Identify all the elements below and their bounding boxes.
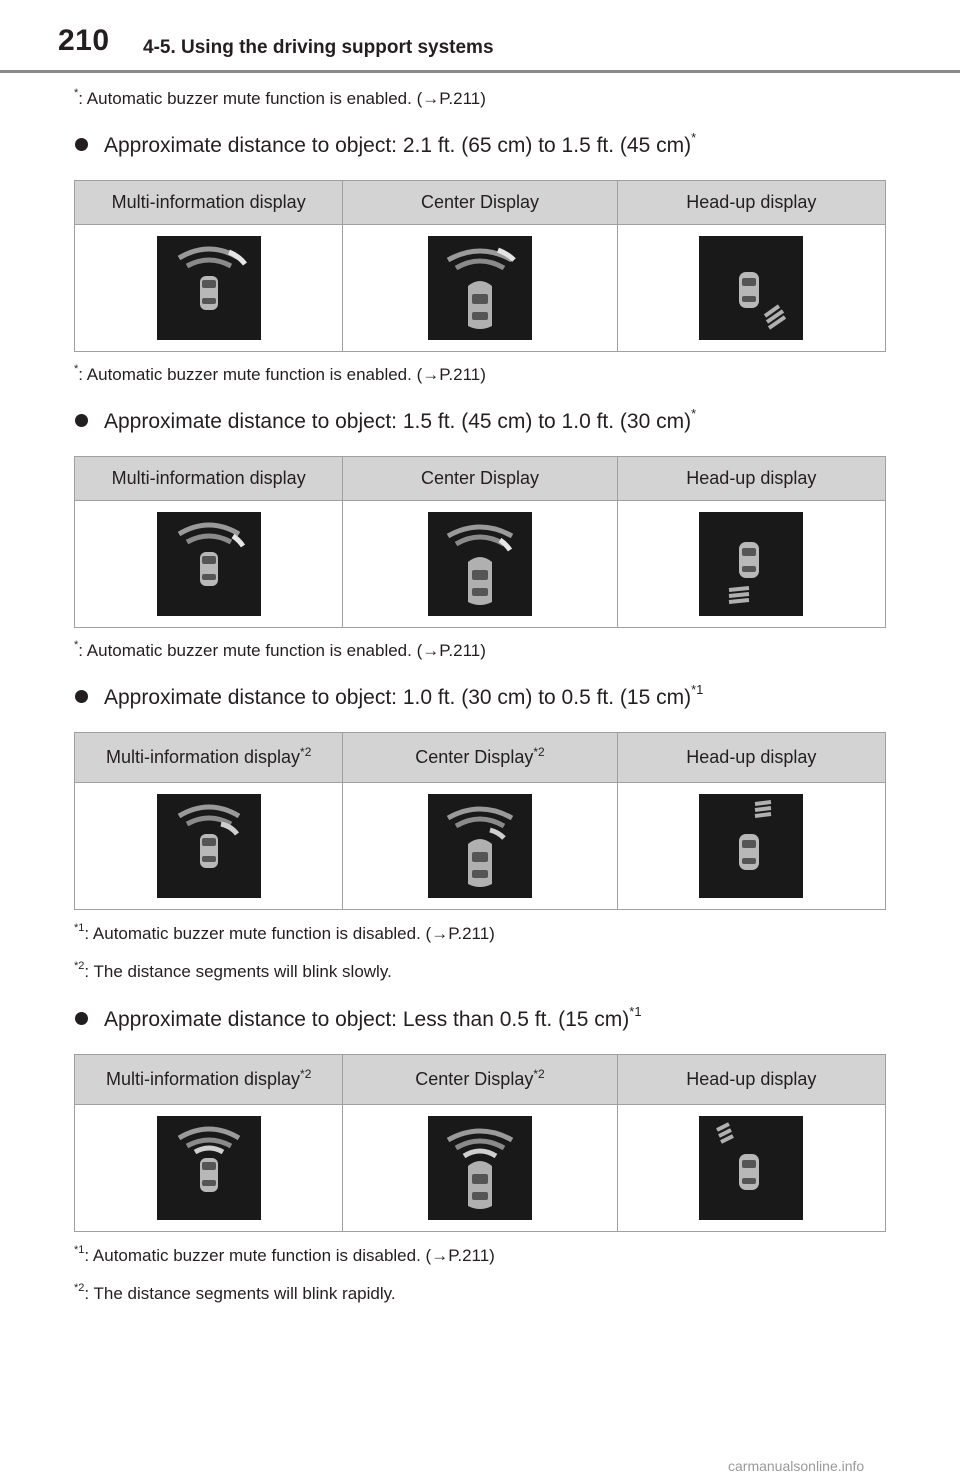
- page-ref-link[interactable]: P.211): [439, 89, 486, 108]
- cell-center: [343, 225, 617, 352]
- col-header-multi: Multi-information display$^{*2}$: [75, 1055, 343, 1105]
- section-4-heading: Approximate distance to object: Less than 0.5 ft. (15 cm)$^{*1}$: [75, 1008, 642, 1032]
- section-3-footnote-2: $^{*2}$: The distance segments will blink slowly.: [74, 960, 392, 981]
- watermark: carmanualsonline.info: [728, 1458, 865, 1474]
- section-3-heading: Approximate distance to object: 1.0 ft. (30 cm) to 0.5 ft. (15 cm)$^{*1}$: [75, 686, 703, 710]
- cell-hud: [617, 783, 885, 910]
- page-ref-link[interactable]: P.211): [439, 641, 486, 660]
- cell-multi: [75, 1105, 343, 1232]
- heading-text: Approximate distance to object: 2.1 ft. (65 cm) to 1.5 ft. (45 cm): [104, 134, 692, 157]
- center-sensor-icon: [428, 1116, 532, 1220]
- mid-sensor-icon: [157, 794, 261, 898]
- cell-hud: [617, 225, 885, 352]
- section-1-footnote: *: Automatic buzzer mute function is enabled. (→P.211): [74, 363, 486, 384]
- center-sensor-icon: [428, 512, 532, 616]
- mid-sensor-icon: [157, 512, 261, 616]
- page-number: 210: [58, 24, 110, 57]
- cell-multi: [75, 783, 343, 910]
- cell-center: [343, 783, 617, 910]
- section-2-footnote: *: Automatic buzzer mute function is enabled. (→P.211): [74, 639, 486, 660]
- section-title: 4-5. Using the driving support systems: [143, 37, 494, 58]
- section-1-heading: [75, 130, 697, 158]
- page-header: [0, 0, 960, 76]
- hud-sensor-icon: [699, 794, 803, 898]
- heading-mark: *: [691, 130, 697, 145]
- mid-sensor-icon: [157, 1116, 261, 1220]
- section-2-heading: Approximate distance to object: 1.5 ft. (45 cm) to 1.0 ft. (30 cm)*: [75, 410, 696, 434]
- col-header-multi: Multi-information display$^{*2}$: [75, 733, 343, 783]
- bullet-icon: [75, 690, 88, 703]
- col-header-center: Center Display$^{*2}$: [343, 1055, 617, 1105]
- section-4-table: [74, 1054, 886, 1232]
- hud-sensor-icon: [699, 236, 803, 340]
- section-3-table: [74, 732, 886, 910]
- hud-sensor-icon: [699, 512, 803, 616]
- col-header-center: Center Display$^{*2}$: [343, 733, 617, 783]
- footnote-mark: *: [74, 87, 79, 99]
- col-header-center: Center Display: [343, 457, 617, 501]
- section-4-footnote-2: $^{*2}$: The distance segments will blink rapidly.: [74, 1282, 396, 1303]
- section-4-footnote-1: $^{*1}$: Automatic buzzer mute function is disabled. (→P.211): [74, 1244, 495, 1265]
- section-1-table: [74, 180, 886, 352]
- arrow-glyph: →: [422, 89, 440, 108]
- bullet-icon: [75, 414, 88, 427]
- cell-center: [343, 501, 617, 628]
- col-header-center: Center Display: [343, 181, 617, 225]
- mid-sensor-icon: [157, 236, 261, 340]
- cell-hud: [617, 501, 885, 628]
- col-header-multi: Multi-information display: [75, 457, 343, 501]
- cell-multi: [75, 501, 343, 628]
- bullet-icon: [75, 1012, 88, 1025]
- hud-sensor-icon: [699, 1116, 803, 1220]
- col-header-hud: Head-up display: [617, 181, 885, 225]
- page-ref-link[interactable]: P.211): [448, 1246, 495, 1265]
- col-header-hud: Head-up display: [617, 1055, 885, 1105]
- top-footnote: [74, 89, 486, 109]
- center-sensor-icon: [428, 236, 532, 340]
- footnote-text: : Automatic buzzer mute function is enabled. (: [78, 89, 423, 108]
- section-3-footnote-1: $^{*1}$: Automatic buzzer mute function is disabled. (→P.211): [74, 922, 495, 943]
- col-header-hud: Head-up display: [617, 733, 885, 783]
- cell-center: [343, 1105, 617, 1232]
- center-sensor-icon: [428, 794, 532, 898]
- page-ref-link[interactable]: P.211): [448, 924, 495, 943]
- col-header-hud: Head-up display: [617, 457, 885, 501]
- section-2-table: [74, 456, 886, 628]
- col-header-multi: Multi-information display: [75, 181, 343, 225]
- bullet-icon: [75, 138, 88, 151]
- page-ref-link[interactable]: P.211): [439, 365, 486, 384]
- cell-multi: [75, 225, 343, 352]
- header-rule: [0, 70, 960, 73]
- cell-hud: [617, 1105, 885, 1232]
